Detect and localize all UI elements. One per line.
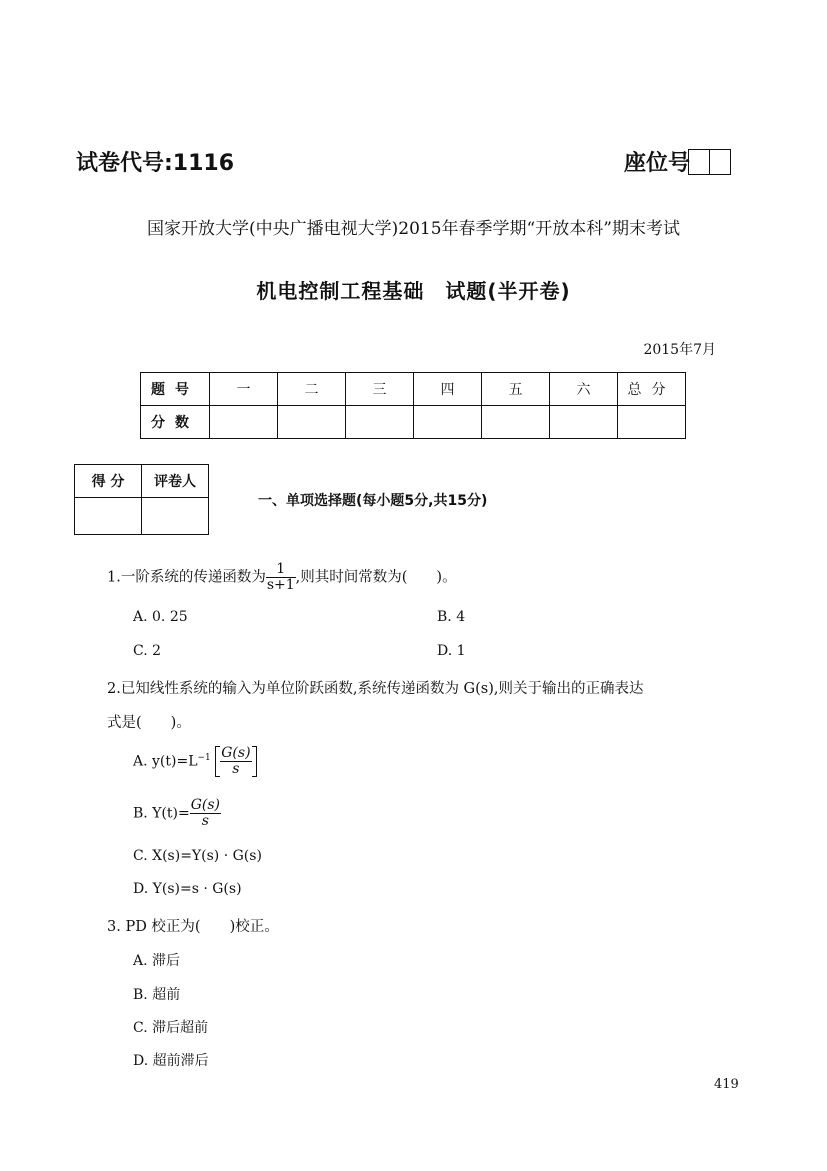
score-cell [210, 406, 278, 439]
fraction-denominator: s+1 [266, 577, 295, 593]
seat-label: 座位号 [624, 151, 691, 176]
score-col-6: 六 [550, 373, 618, 406]
score-cell [550, 406, 618, 439]
score-cell [618, 406, 686, 439]
score-cell [278, 406, 346, 439]
subject-title: 机电控制工程基础 试题(半开卷) [256, 279, 571, 303]
exam-name: 国家开放大学(中央广播电视大学)2015年春季学期“开放本科”期末考试 [147, 219, 680, 239]
q2-option-b-prefix: B. Y(t)= [133, 805, 190, 822]
paper-code: 试卷代号:1116 [76, 151, 235, 176]
page-number: 419 [714, 1077, 739, 1092]
score-col-1: 一 [210, 373, 278, 406]
seat-number [624, 146, 731, 177]
q2-option-d: D. Y(s)=s · G(s) [133, 881, 242, 897]
seat-box-1 [688, 149, 710, 175]
question-1 [107, 562, 457, 593]
q2-option-a [133, 746, 257, 777]
q1-option-a: A. 0. 25 [133, 609, 188, 625]
q1-option-c: C. 2 [133, 643, 162, 659]
fraction-denominator: s [201, 813, 209, 829]
score-table-label-score: 分数 [141, 406, 210, 439]
score-col-total: 总分 [618, 373, 686, 406]
question-1-prefix: 1.一阶系统的传递函数为 [107, 569, 266, 586]
question-3: 3. PD 校正为( )校正。 [107, 919, 279, 935]
question-2-line-1: 2.已知线性系统的输入为单位阶跃函数,系统传递函数为 G(s),则关于输出的正确表达 [107, 681, 644, 697]
score-table [140, 372, 686, 439]
score-col-2: 二 [278, 373, 346, 406]
score-col-4: 四 [414, 373, 482, 406]
q3-option-b: B. 超前 [133, 987, 181, 1003]
q1-option-b: B. 4 [437, 609, 466, 625]
grader-name-cell [142, 498, 209, 535]
q2-option-a-sup: −1 [197, 752, 211, 763]
fraction-numerator: 1 [266, 562, 296, 578]
question-1-fraction [266, 562, 296, 593]
question-1-suffix: ,则其时间常数为( )。 [295, 569, 457, 586]
grader-score-label: 得 分 [75, 465, 142, 498]
grader-table [74, 464, 209, 535]
q3-option-a: A. 滞后 [133, 953, 181, 969]
fraction-denominator: s [232, 761, 240, 777]
q2-option-a-fraction [220, 746, 251, 777]
q1-option-d: D. 1 [437, 643, 466, 659]
score-col-5: 五 [482, 373, 550, 406]
score-table-score-row [141, 406, 686, 439]
exam-date: 2015年7月 [643, 342, 716, 358]
q2-option-a-bracket [215, 746, 256, 777]
grader-name-label: 评卷人 [142, 465, 209, 498]
q3-option-c: C. 滞后超前 [133, 1020, 209, 1036]
question-2-line-2: 式是( )。 [107, 715, 191, 731]
q2-option-a-prefix: A. y(t)=L [133, 753, 198, 770]
score-col-3: 三 [346, 373, 414, 406]
score-cell [346, 406, 414, 439]
score-table-label-question: 题号 [141, 373, 210, 406]
fraction-numerator: G(s) [221, 745, 251, 761]
q2-option-b-fraction [190, 798, 221, 829]
score-cell [482, 406, 550, 439]
q2-option-c: C. X(s)=Y(s) · G(s) [133, 848, 262, 864]
seat-box-2 [709, 149, 731, 175]
fraction-numerator: G(s) [190, 797, 221, 813]
q3-option-d: D. 超前滞后 [133, 1053, 209, 1069]
section-title: 一、单项选择题(每小题5分,共15分) [258, 493, 488, 509]
score-cell [414, 406, 482, 439]
score-table-header-row [141, 373, 686, 406]
grader-score-cell [75, 498, 142, 535]
q2-option-b [133, 798, 221, 829]
